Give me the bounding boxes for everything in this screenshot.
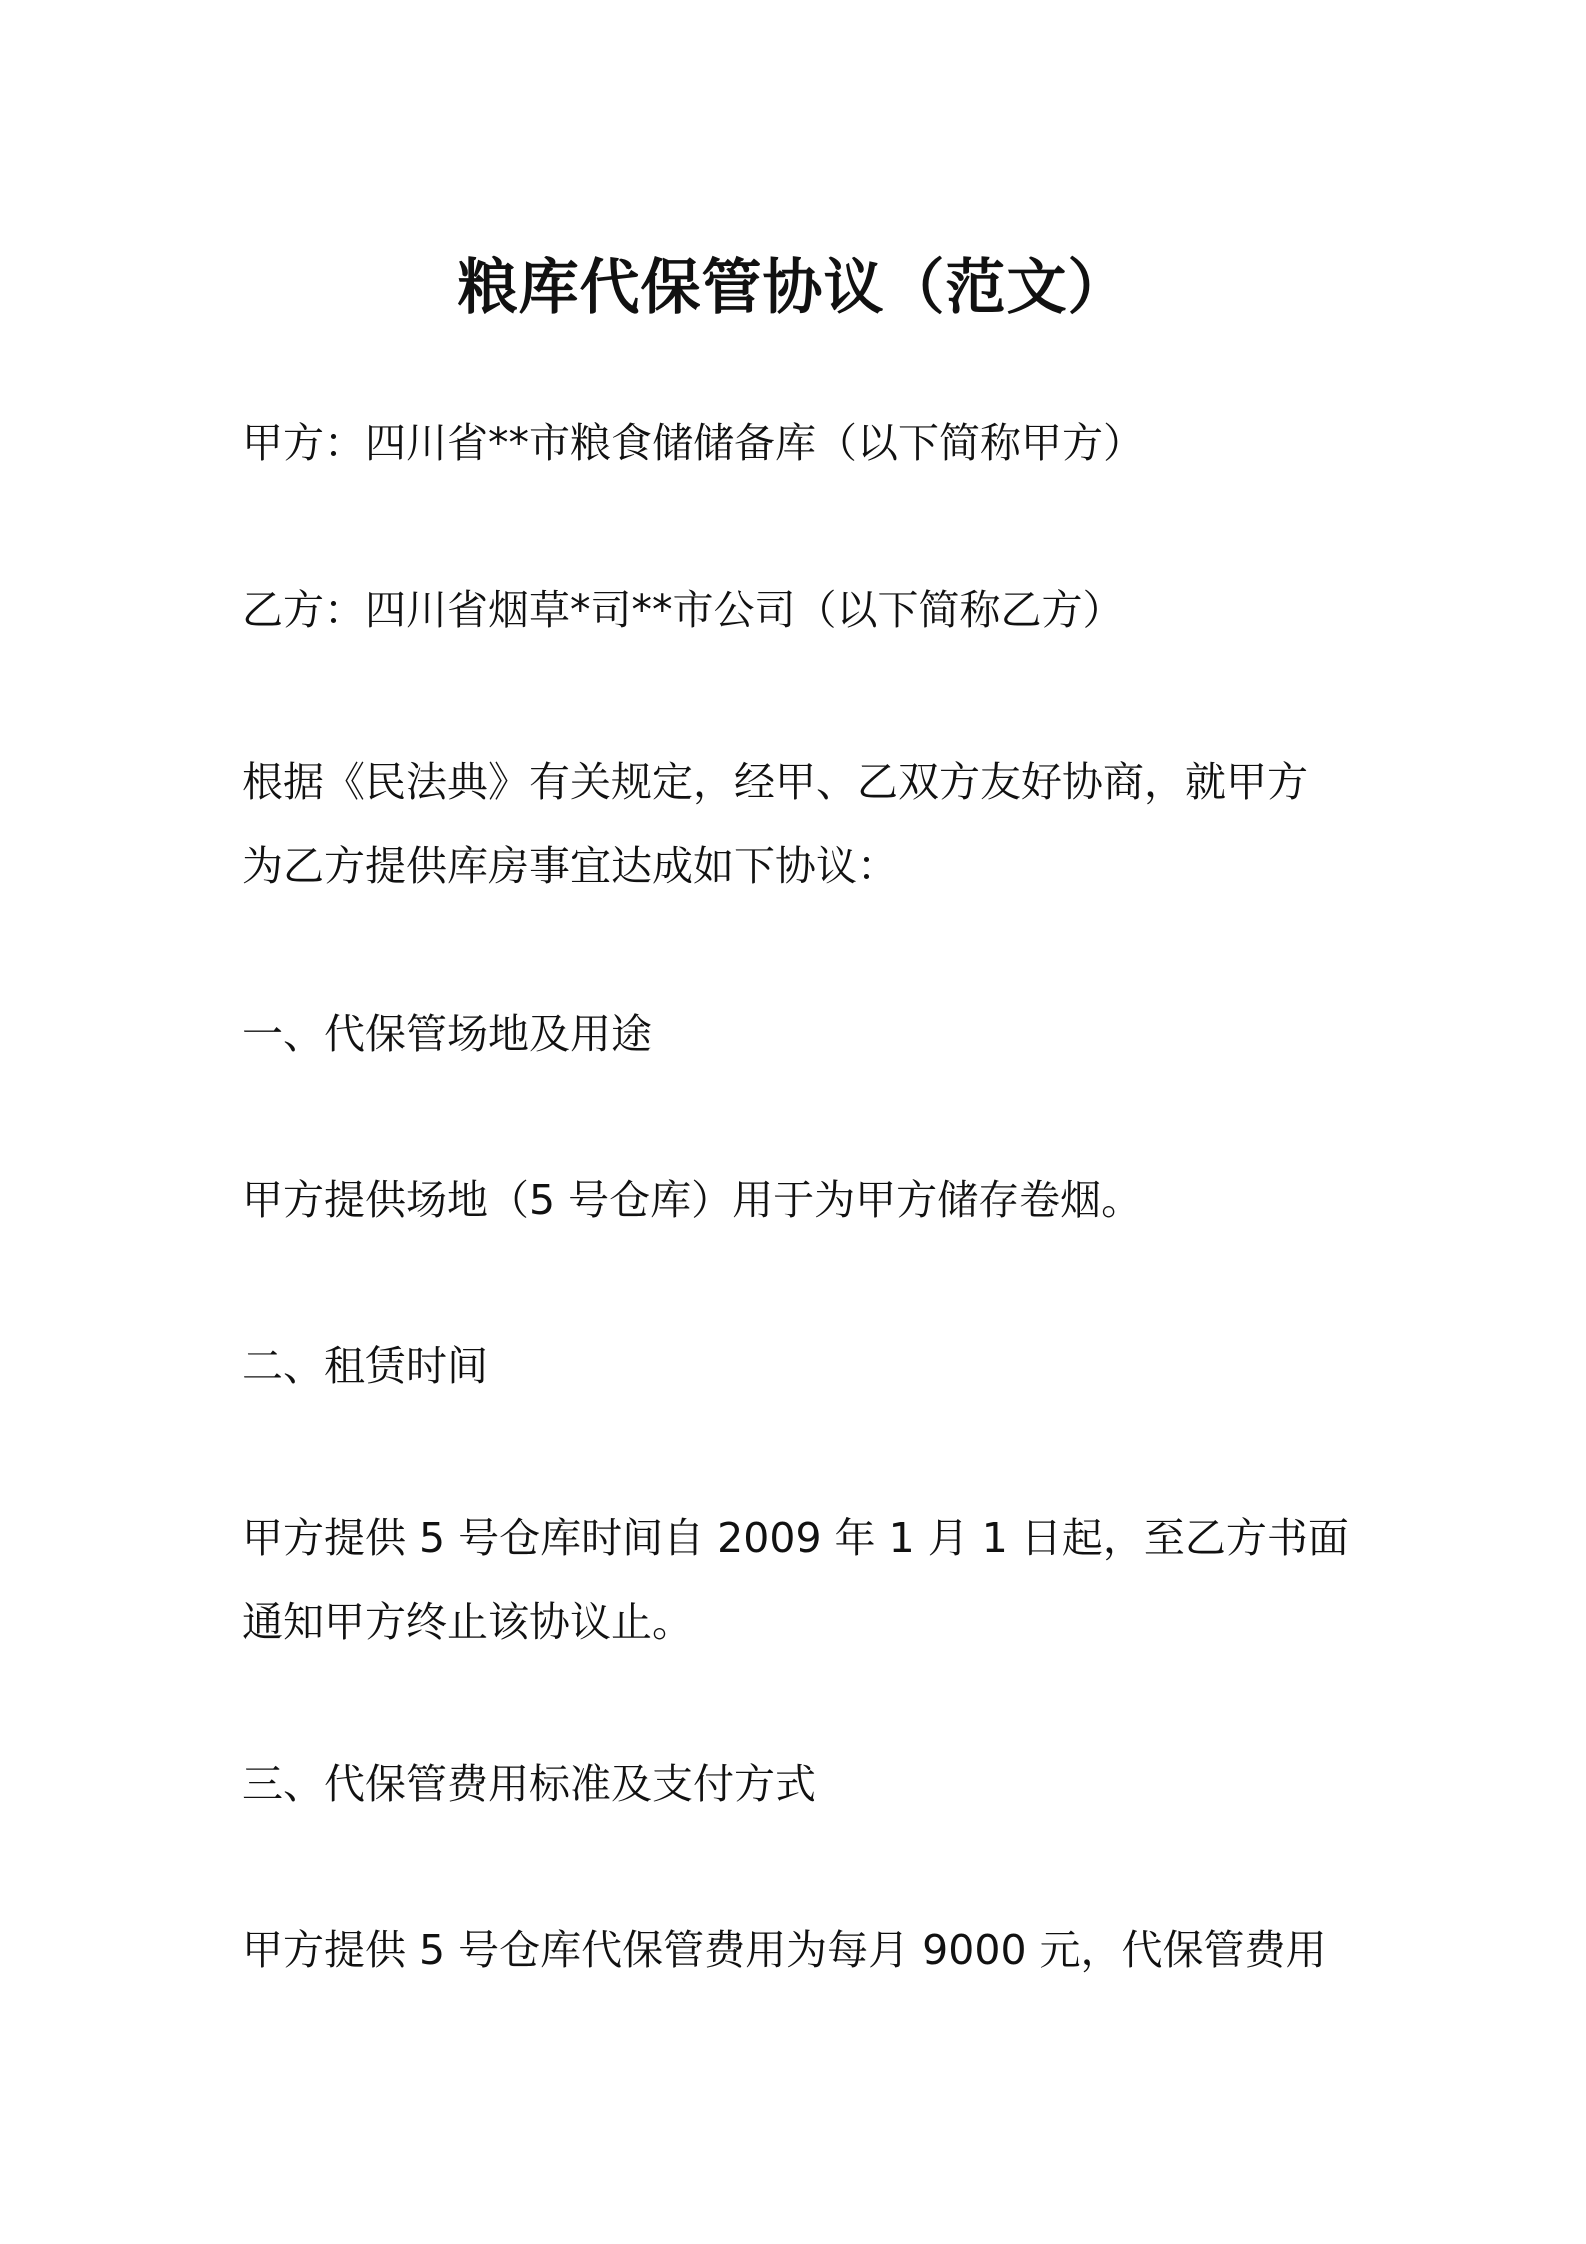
preamble-line-1: 根据《民法典》有关规定，经甲、乙双方友好协商，就甲方 <box>242 758 1308 806</box>
party-a-line: 甲方：四川省**市粮食储储备库（以下简称甲方） <box>242 419 1144 467</box>
section-2-heading: 二、租赁时间 <box>242 1342 488 1390</box>
section-1-body-line-1: 甲方提供场地（5 号仓库）用于为甲方储存卷烟。 <box>242 1176 1143 1224</box>
section-2-body-line-1: 甲方提供 5 号仓库时间自 2009 年 1 月 1 日起，至乙方书面 <box>242 1514 1349 1562</box>
document-title: 粮库代保管协议（范文） <box>457 253 1129 323</box>
preamble-paragraph <box>242 740 1362 908</box>
section-2-body-line-2: 通知甲方终止该协议止。 <box>242 1598 693 1646</box>
preamble-line-2: 为乙方提供库房事宜达成如下协议： <box>242 842 898 890</box>
section-3-heading: 三、代保管费用标准及支付方式 <box>242 1760 816 1808</box>
section-1-heading: 一、代保管场地及用途 <box>242 1010 652 1058</box>
section-2-body <box>242 1496 1362 1664</box>
section-3-body-line-1: 甲方提供 5 号仓库代保管费用为每月 9000 元，代保管费用 <box>242 1926 1327 1974</box>
party-b-line: 乙方：四川省烟草*司**市公司（以下简称乙方） <box>242 586 1124 634</box>
